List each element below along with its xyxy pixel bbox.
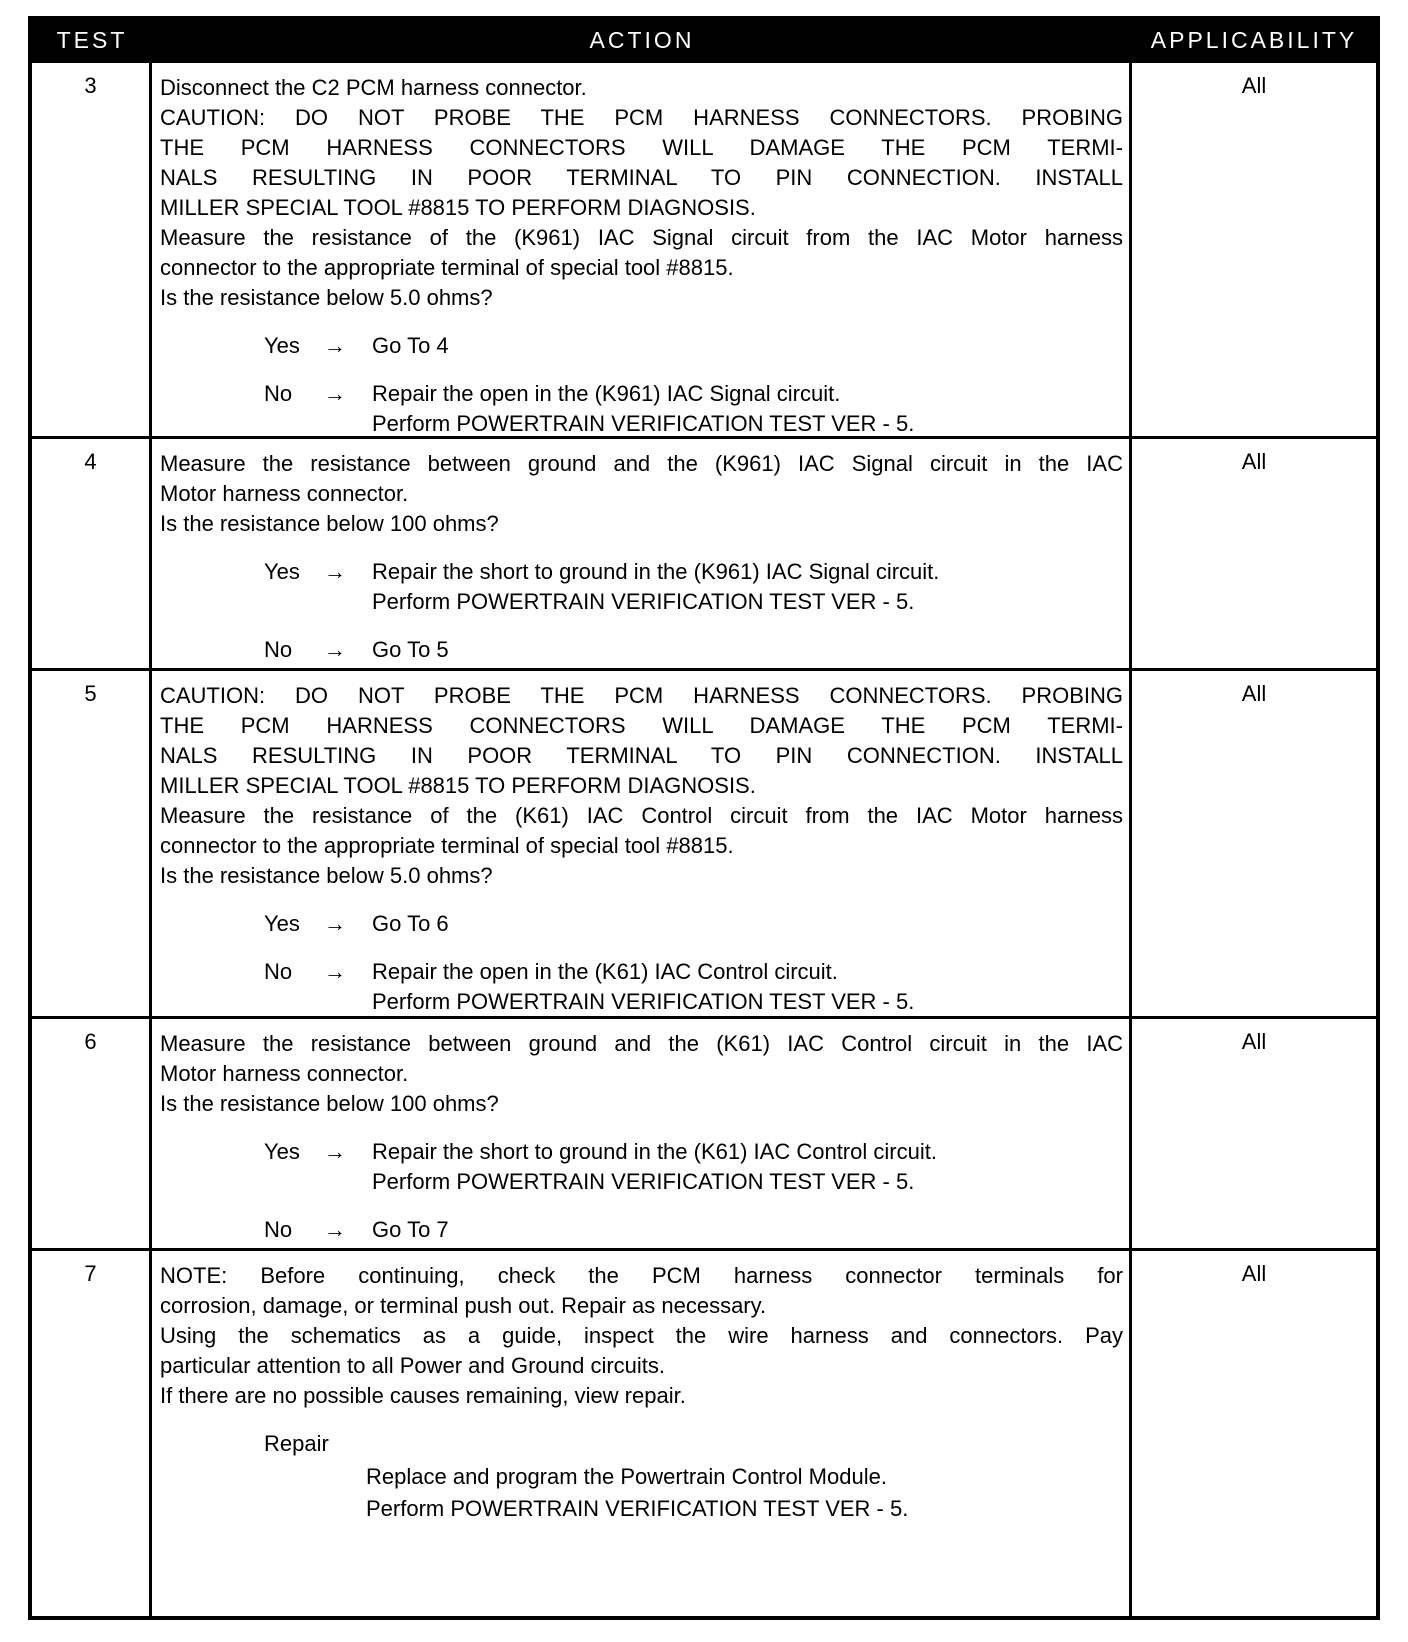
no-option: [264, 635, 1123, 665]
action-line: THE PCM HARNESS CONNECTORS WILL DAMAGE THE PCM TERMI-: [160, 135, 1123, 160]
no-label: No: [264, 959, 293, 984]
arrow-right-icon: →: [324, 559, 346, 584]
action-line: Measure the resistance between ground and the (K961) IAC Signal circuit in the IAC: [160, 451, 1123, 476]
applicability-cell: All: [1241, 449, 1267, 474]
applicability-cell: All: [1241, 1261, 1267, 1286]
applicability-cell: All: [1241, 73, 1267, 98]
applicability-cell: All: [1241, 1029, 1267, 1054]
table-row: [32, 60, 1376, 436]
yes-option: [264, 1137, 1123, 1197]
action-line: THE PCM HARNESS CONNECTORS WILL DAMAGE THE PCM TERMI-: [160, 713, 1123, 738]
no-option: [264, 379, 1123, 439]
action-line: corrosion, damage, or terminal push out. Repair as necessary.: [160, 1293, 767, 1318]
table-row: [32, 1016, 1376, 1248]
action-cell: [152, 1019, 1132, 1248]
test-number: 3: [32, 63, 152, 436]
no-result: Perform POWERTRAIN VERIFICATION TEST VER - 5.: [372, 411, 915, 436]
repair-steps: [366, 1461, 1123, 1525]
yes-label: Yes: [264, 1139, 300, 1164]
action-line: NALS RESULTING IN POOR TERMINAL TO PIN CONNECTION. INSTALL: [160, 165, 1123, 190]
test-number: 7: [32, 1251, 152, 1616]
action-line: connector to the appropriate terminal of special tool #8815.: [160, 833, 734, 858]
test-number: 4: [32, 439, 152, 668]
arrow-right-icon: →: [324, 381, 346, 406]
no-label: No: [264, 637, 293, 662]
arrow-right-icon: →: [324, 333, 346, 358]
yes-label: Yes: [264, 333, 300, 358]
test-number: 6: [32, 1019, 152, 1248]
yes-result: Perform POWERTRAIN VERIFICATION TEST VER - 5.: [372, 589, 915, 614]
arrow-right-icon: →: [324, 1217, 346, 1242]
action-line: Is the resistance below 100 ohms?: [160, 511, 499, 536]
action-line: Measure the resistance of the (K61) IAC Control circuit from the IAC Motor harness: [160, 803, 1123, 828]
action-line: Is the resistance below 5.0 ohms?: [160, 863, 493, 888]
action-line: CAUTION: DO NOT PROBE THE PCM HARNESS CONNECTORS. PROBING: [160, 105, 1123, 130]
arrow-right-icon: →: [324, 911, 346, 936]
no-result: Repair the open in the (K961) IAC Signal circuit.: [372, 381, 841, 406]
no-label: No: [264, 1217, 293, 1242]
yes-label: Yes: [264, 911, 300, 936]
action-line: NALS RESULTING IN POOR TERMINAL TO PIN CONNECTION. INSTALL: [160, 743, 1123, 768]
no-result: Repair the open in the (K61) IAC Control circuit.: [372, 959, 838, 984]
repair-line: Perform POWERTRAIN VERIFICATION TEST VER - 5.: [366, 1496, 909, 1521]
yes-option: [264, 557, 1123, 617]
arrow-right-icon: →: [324, 637, 346, 662]
action-line: Is the resistance below 100 ohms?: [160, 1091, 499, 1116]
action-cell: [152, 63, 1132, 436]
action-line: MILLER SPECIAL TOOL #8815 TO PERFORM DIAGNOSIS.: [160, 195, 756, 220]
action-line: CAUTION: DO NOT PROBE THE PCM HARNESS CONNECTORS. PROBING: [160, 683, 1123, 708]
action-line: Motor harness connector.: [160, 1061, 409, 1086]
action-line: NOTE: Before continuing, check the PCM harness connector terminals for: [160, 1263, 1123, 1288]
diagnostic-table: [28, 16, 1380, 1620]
action-line: connector to the appropriate terminal of special tool #8815.: [160, 255, 734, 280]
repair-label: Repair: [264, 1431, 329, 1456]
repair-line: Replace and program the Powertrain Control Module.: [366, 1464, 887, 1489]
action-line: Measure the resistance between ground and the (K61) IAC Control circuit in the IAC: [160, 1031, 1123, 1056]
table-header: [32, 20, 1376, 60]
yes-result: Go To 6: [372, 911, 449, 936]
action-cell: [152, 1251, 1132, 1616]
action-cell: [152, 671, 1132, 1016]
header-action: ACTION: [589, 26, 695, 53]
yes-result: Go To 4: [372, 333, 449, 358]
header-applicability: APPLICABILITY: [1150, 26, 1358, 53]
action-line: Motor harness connector.: [160, 481, 409, 506]
action-line: Measure the resistance of the (K961) IAC Signal circuit from the IAC Motor harness: [160, 225, 1123, 250]
action-line: If there are no possible causes remaining, view repair.: [160, 1383, 686, 1408]
action-line: Using the schematics as a guide, inspect the wire harness and connectors. Pay: [160, 1323, 1123, 1348]
action-line: particular attention to all Power and Ground circuits.: [160, 1353, 666, 1378]
action-cell: [152, 439, 1132, 668]
header-test: TEST: [56, 26, 128, 53]
table-row: [32, 1248, 1376, 1616]
action-line: Disconnect the C2 PCM harness connector.: [160, 75, 587, 100]
table-row: [32, 436, 1376, 668]
no-label: No: [264, 381, 293, 406]
action-line: Is the resistance below 5.0 ohms?: [160, 285, 493, 310]
no-result: Perform POWERTRAIN VERIFICATION TEST VER - 5.: [372, 989, 915, 1014]
yes-result: Perform POWERTRAIN VERIFICATION TEST VER - 5.: [372, 1169, 915, 1194]
yes-result: Repair the short to ground in the (K961) IAC Signal circuit.: [372, 559, 940, 584]
no-result: Go To 7: [372, 1217, 449, 1242]
yes-option: [264, 331, 1123, 361]
yes-option: [264, 909, 1123, 939]
no-result: Go To 5: [372, 637, 449, 662]
no-option: [264, 1215, 1123, 1245]
arrow-right-icon: →: [324, 959, 346, 984]
action-line: MILLER SPECIAL TOOL #8815 TO PERFORM DIAGNOSIS.: [160, 773, 756, 798]
yes-result: Repair the short to ground in the (K61) IAC Control circuit.: [372, 1139, 937, 1164]
applicability-cell: All: [1241, 681, 1267, 706]
table-row: [32, 668, 1376, 1016]
test-number: 5: [32, 671, 152, 1016]
yes-label: Yes: [264, 559, 300, 584]
arrow-right-icon: →: [324, 1139, 346, 1164]
no-option: [264, 957, 1123, 1017]
